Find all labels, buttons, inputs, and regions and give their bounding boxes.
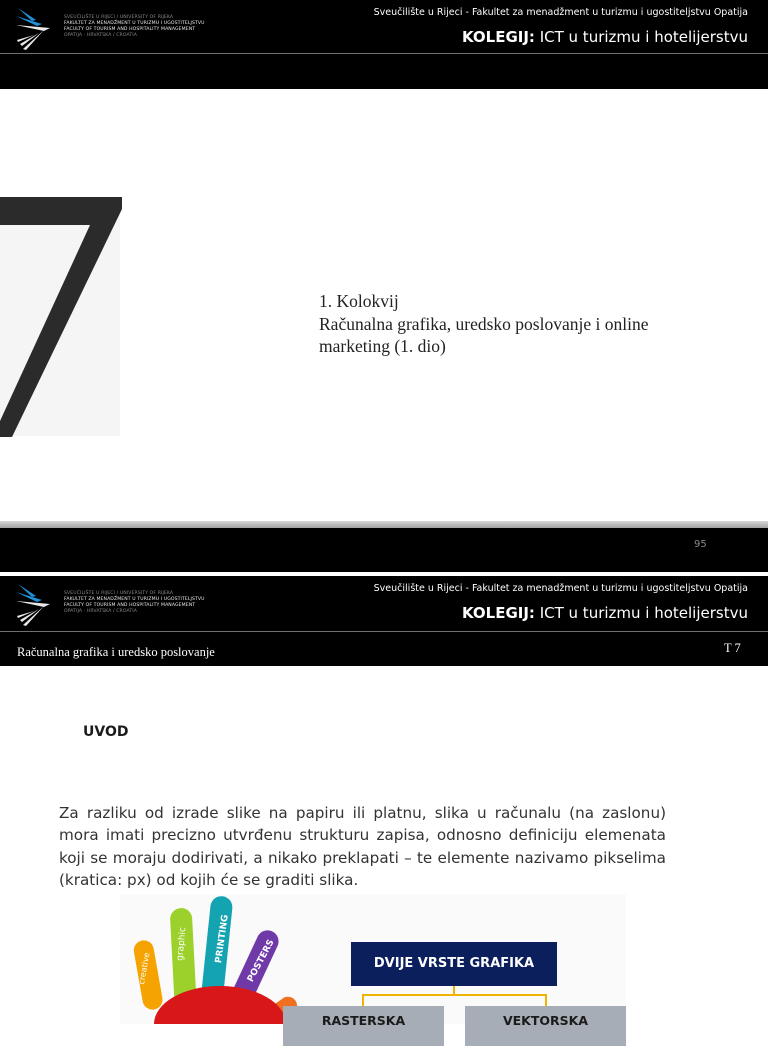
logo-text: [64, 15, 205, 39]
university-name: Sveučilište u Rijeci - Fakultet za menadžment u turizmu i ugostiteljstvu Opatija: [373, 583, 748, 594]
logo-line: FACULTY OF TOURISM AND HOSPITALITY MANAGEMENT: [64, 603, 196, 608]
diagram-connector: [362, 994, 364, 1006]
diagram-connector: [362, 994, 547, 996]
logo-line: SVEUČILIŠTE U RIJECI / UNIVERSITY OF RIJEKA: [64, 591, 174, 596]
page-number: 95: [694, 539, 707, 550]
logo-line: FAKULTET ZA MENADŽMENT U TURIZMU I UGOSTITELJSTVU: [64, 21, 205, 26]
course-name: ICT u turizmu i hotelijerstvu: [539, 28, 748, 46]
course-name: ICT u turizmu i hotelijerstvu: [539, 604, 748, 622]
title-line: marketing (1. dio): [319, 336, 446, 356]
finger-word: POSTERS: [245, 938, 277, 984]
finger-word: creative: [136, 951, 152, 986]
course-title: [462, 28, 748, 46]
slide-title: [319, 290, 739, 358]
university-logo-icon: [14, 582, 54, 628]
logo-line: FACULTY OF TOURISM AND HOSPITALITY MANAGEMENT: [64, 27, 196, 32]
logo-text: [64, 591, 205, 615]
subheader-title: Računalna grafika i uredsko poslovanje: [17, 645, 215, 659]
diagram-child-vector: VEKTORSKA: [465, 1006, 626, 1046]
university-name: Sveučilište u Rijeci - Fakultet za menadžment u turizmu i ugostiteljstvu Opatija: [373, 7, 748, 18]
university-logo-icon: [14, 6, 54, 52]
header-divider: [0, 53, 768, 54]
chapter-number-graphic: [0, 197, 124, 437]
section-heading: UVOD: [83, 724, 129, 740]
diagram-main-box: DVIJE VRSTE GRAFIKA: [351, 942, 557, 986]
title-line: Računalna grafika, uredsko poslovanje i online: [319, 313, 649, 334]
finger-word: graphic: [175, 926, 189, 962]
diagram-child-raster: RASTERSKA: [283, 1006, 444, 1046]
finger-word: PRINTING: [214, 914, 231, 964]
logo-line: OPATIJA · HRVATSKA / CROATIA: [64, 609, 137, 614]
logo-line: FAKULTET ZA MENADŽMENT U TURIZMU I UGOSTITELJSTVU: [64, 597, 205, 602]
intro-paragraph: Za razliku od izrade slike na papiru ili platnu, slika u računalu (na zaslonu) mora imati precizno utvrđenu strukturu zapisa, odnosno definiciju elemenata koji se moraju dodirivati, a nikako preklapati – te elemente nazivamo pikselima (kratica: px) od kojih će se graditi slika.: [59, 804, 666, 889]
course-label: KOLEGIJ:: [461, 604, 535, 622]
logo-line: OPATIJA · HRVATSKA / CROATIA: [64, 33, 137, 38]
header-divider: [0, 631, 768, 632]
slide1-footer: [0, 528, 768, 572]
logo-line: SVEUČILIŠTE U RIJECI / UNIVERSITY OF RIJEKA: [64, 15, 174, 20]
subheader-code: T 7: [724, 641, 741, 655]
course-label: KOLEGIJ:: [461, 28, 535, 46]
title-line: 1. Kolokvij: [319, 291, 399, 311]
diagram-connector: [545, 994, 547, 1006]
course-title: [462, 604, 748, 622]
